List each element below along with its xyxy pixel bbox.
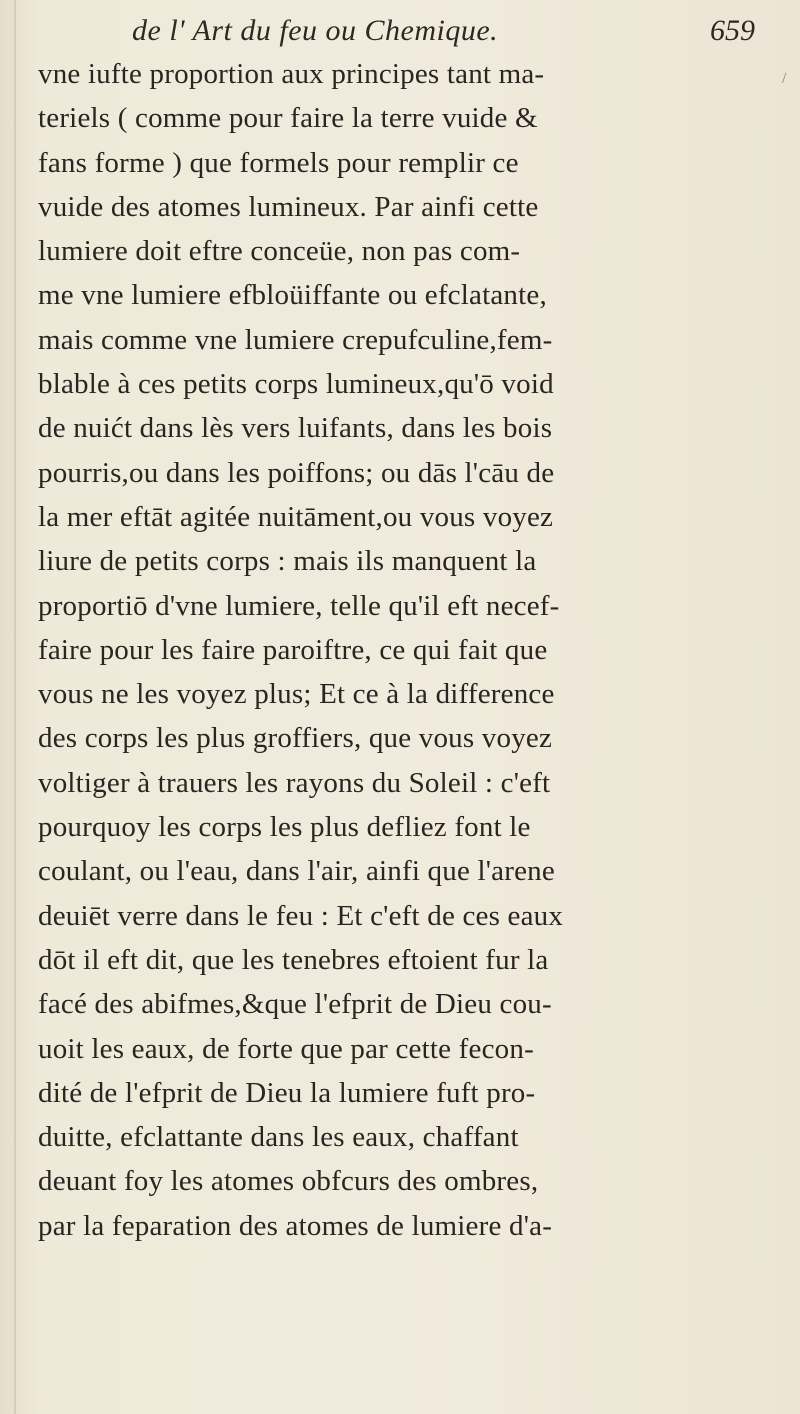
text-line: liure de petits corps : mais ils manquent la	[38, 545, 537, 578]
body-text	[38, 52, 778, 1248]
text-line: uoit les eaux, de forte que par cette fecon-	[38, 1032, 534, 1065]
text-line: teriels ( comme pour faire la terre vuide &	[38, 102, 538, 135]
text-line: voltiger à trauers les rayons du Soleil : c'eft	[38, 766, 551, 799]
text-line: vous ne les voyez plus; Et ce à la difference	[38, 678, 555, 711]
text-line: blable à ces petits corps lumineux,qu'ō void	[38, 368, 554, 401]
text-line: coulant, ou l'eau, dans l'air, ainfi que l'arene	[38, 855, 555, 888]
page-header	[0, 8, 800, 52]
running-title: de l' Art du feu ou Chemique.	[132, 14, 499, 47]
text-line: dité de l'efprit de Dieu la lumiere fuft pro-	[38, 1076, 536, 1109]
text-line: me vne lumiere efbloüiffante ou efclatante,	[38, 279, 547, 312]
text-line: la mer eftāt agitée nuitāment,ou vous voyez	[38, 500, 554, 533]
text-line: pourquoy les corps les plus defliez font le	[38, 811, 531, 844]
margin-mark: /	[782, 70, 787, 87]
text-line: deuant foy les atomes obfcurs des ombres,	[38, 1165, 539, 1198]
text-line: des corps les plus groffiers, que vous voyez	[38, 722, 553, 755]
page-gutter	[14, 0, 16, 1414]
text-line: pourris,ou dans les poiffons; ou dās l'cāu de	[38, 456, 555, 489]
text-line: facé des abifmes,&que l'efprit de Dieu cou-	[38, 988, 552, 1021]
text-line: duitte, efclattante dans les eaux, chaffant	[38, 1121, 519, 1154]
text-line: vuide des atomes lumineux. Par ainfi cette	[38, 190, 539, 223]
text-line: fans forme ) que formels pour remplir ce	[38, 146, 519, 179]
text-line: par la feparation des atomes de lumiere d'a-	[38, 1209, 553, 1242]
text-line: lumiere doit eftre conceüe, non pas com-	[38, 235, 521, 268]
text-line: dōt il eft dit, que les tenebres eftoient fur la	[38, 943, 549, 976]
text-line: deuiēt verre dans le feu : Et c'eft de ces eaux	[38, 899, 564, 932]
text-line: mais comme vne lumiere crepufculine,fem-	[38, 323, 553, 356]
text-line: proportiō d'vne lumiere, telle qu'il eft necef-	[38, 589, 560, 622]
page-number: 659	[710, 14, 755, 47]
text-line: de nuićt dans lès vers luifants, dans les bois	[38, 412, 553, 445]
text-line: faire pour les faire paroiftre, ce qui fait que	[38, 633, 548, 666]
text-line: vne iufte proportion aux principes tant ma-	[38, 58, 545, 90]
